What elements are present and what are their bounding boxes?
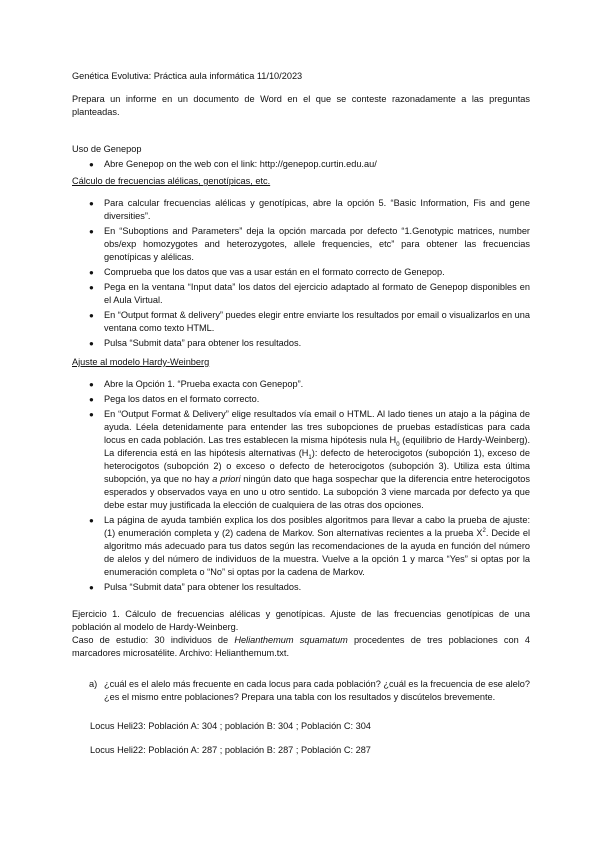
text-run: . Decide el algoritmo más adecuado para tus datos según las recomendaciones de la ayuda en función del número de alelos y del número de individuos de la muestra. Vuelve a la opción 1 y marca “Yes” si optas por la enumeración completa o “No” si optas por la cadena de Markov. (104, 528, 530, 577)
bullet-icon: ● (89, 395, 94, 404)
question-a (72, 678, 530, 704)
text-run: (equilibrio de Hardy-Weinberg). La diferencia está en las hipótesis alternativas (H (104, 435, 531, 458)
list-item (72, 337, 530, 350)
list-item-text: Abre Genepop on the web con el link: http://genepop.curtin.edu.au/ (104, 159, 377, 169)
bullet-icon: ● (89, 583, 94, 592)
bullet-icon: ● (89, 268, 94, 277)
list-item (72, 309, 530, 335)
locus-line-heli22: Locus Heli22: Población A: 287 ; población B: 287 ; Población C: 287 (90, 745, 371, 755)
bullet-icon: ● (89, 227, 94, 236)
text-run: procedentes de tres poblaciones con 4 marcadores microsatélite. Archivo: Helianthemum.txt. (72, 635, 530, 658)
bullet-icon: ● (89, 410, 94, 419)
list-item-text: Pulsa “Submit data” para obtener los resultados. (104, 338, 302, 348)
text-run: La página de ayuda también explica los dos posibles algoritmos para llevar a cabo la prueba de ajuste: (1) enumeración completa y (2) cadena de Markov. Son alternativas recientes a la prueba X (104, 515, 530, 538)
uso-heading: Uso de Genepop (72, 144, 142, 154)
bullet-icon: ● (89, 380, 94, 389)
italic-text: a priori (212, 474, 241, 484)
list-item-text: En “Suboptions and Parameters” deja la opción marcada por defecto “1.Genotypic matrices, number obs/exp homozygotes and heterozygotes, allele frequencies, etc” para obtener las frecuencias genotípicas y alélicas. (104, 226, 530, 262)
list-item (72, 393, 530, 406)
list-item-text: En “Output format & delivery” puedes elegir entre enviarte los resultados por email o visualizarlos en una ventana como texto HTML. (104, 310, 530, 333)
page-title: Genética Evolutiva: Práctica aula informática 11/10/2023 (72, 71, 303, 81)
list-item (72, 281, 530, 307)
bullet-icon: ● (89, 283, 94, 292)
locus-line-heli23: Locus Heli23: Población A: 304 ; población B: 304 ; Población C: 304 (90, 721, 371, 731)
text-run: En “Output Format & Delivery” elige resultados vía email o HTML. Al lado tienes un atajo a la página de ayuda. Léela detenidamente para entender las tres subopciones de pruebas estadísticas para cada locus en cada población. Las tres establecen la misma hipótesis nula H (104, 409, 530, 445)
question-label: a) (89, 679, 98, 689)
intro-paragraph: Prepara un informe en un documento de Word en el que se conteste razonadamente a las preguntas planteadas. (72, 94, 530, 117)
list-item (72, 266, 530, 279)
species-name: Helianthemum squamatum (234, 635, 348, 645)
superscript: 2 (482, 527, 486, 534)
list-item-text (104, 409, 530, 510)
subscript: 0 (396, 441, 400, 448)
frecuencias-list (72, 197, 530, 350)
list-item (72, 378, 530, 391)
list-item-text: Pega los datos en el formato correcto. (104, 394, 260, 404)
bullet-icon: ● (89, 516, 94, 525)
list-item (72, 408, 530, 512)
text-run: ): defecto de heterocigotos (subopción 1), exceso de heterocigotos (subopción 2) o exceso o defecto de heterocigotos (subopción 3). Utiliza esta última subopción, ya que no hay (104, 448, 530, 484)
bullet-icon: ● (89, 311, 94, 320)
question-text: ¿cuál es el alelo más frecuente en cada locus para cada población? ¿cuál es la frecuencia de ese alelo? ¿es el mismo entre poblaciones? Prepara una tabla con los resultados y discútelos brevemente. (104, 679, 530, 702)
text-run: Caso de estudio: 30 individuos de (72, 635, 235, 645)
list-item-text (104, 515, 530, 577)
list-item (72, 581, 530, 594)
document-page (72, 70, 530, 768)
list-item-text: Comprueba que los datos que vas a usar están en el formato correcto de Genepop. (104, 267, 445, 277)
list-item (72, 225, 530, 264)
list-item (72, 514, 530, 579)
bullet-icon: ● (89, 339, 94, 348)
text-run: ningún dato que haga sospechar que la diferencia entre heterocigotos esperados y observados vaya en uno u otro sentido. La subopción 3 viene marcada por defecto ya que debe estar muy justificada la elección de cualquiera de las otras dos opciones. (104, 474, 530, 510)
subscript: 1 (308, 454, 312, 461)
list-item-text: Abre la Opción 1. “Prueba exacta con Genepop”. (104, 379, 304, 389)
section-heading-frecuencias: Cálculo de frecuencias alélicas, genotípicas, etc. (72, 176, 271, 186)
exercise-heading: Ejercicio 1. Cálculo de frecuencias alélicas y genotípicas. Ajuste de las frecuencias genotípicas de una población al modelo de Hardy-Weinberg. (72, 609, 530, 632)
uso-list (72, 158, 530, 171)
case-study (72, 634, 530, 660)
list-item-text: Pega en la ventana “Input data” los datos del ejercicio adaptado al formato de Genepop disponibles en el Aula Virtual. (104, 282, 530, 305)
list-item (72, 158, 530, 171)
section-heading-hardy-weinberg: Ajuste al modelo Hardy-Weinberg (72, 357, 210, 367)
list-item-text: Pulsa “Submit data” para obtener los resultados. (104, 582, 302, 592)
hardy-weinberg-list (72, 378, 530, 594)
bullet-icon: ● (89, 160, 94, 169)
list-item (72, 197, 530, 223)
list-item-text: Para calcular frecuencias alélicas y genotípicas, abre la opción 5. “Basic Information, Fis and gene diversities”. (104, 198, 530, 221)
bullet-icon: ● (89, 199, 94, 208)
